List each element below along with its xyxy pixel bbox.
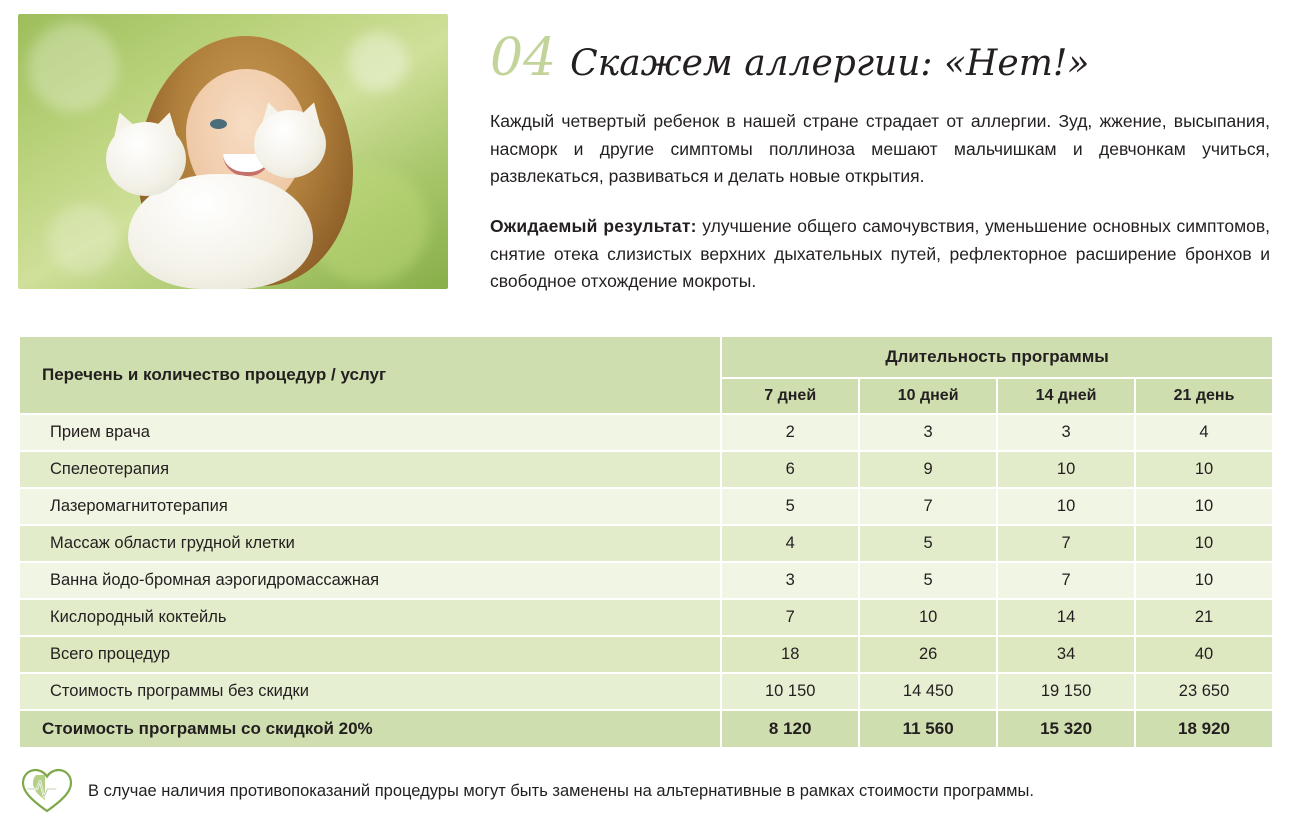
row-value: 23 650 (1135, 673, 1273, 710)
column-header-services: Перечень и количество процедур / услуг (19, 336, 721, 414)
row-value: 4 (1135, 414, 1273, 451)
row-value: 14 450 (859, 673, 997, 710)
column-header-duration: Длительность программы (721, 336, 1273, 378)
row-value: 15 320 (997, 710, 1135, 748)
table-body (19, 414, 1273, 748)
intro-paragraph: Каждый четвертый ребенок в нашей стране страдает от аллергии. Зуд, жжение, высыпания, насморк и другие симптомы поллиноза мешают мальчишкам и девчонкам учиться, развлекаться, развиваться и делать новые открытия. (490, 111, 1270, 187)
row-value: 5 (859, 525, 997, 562)
column-header-14days: 14 дней (997, 378, 1135, 414)
row-value: 7 (997, 525, 1135, 562)
column-header-10days: 10 дней (859, 378, 997, 414)
expected-result-paragraph (490, 213, 1270, 296)
row-value: 18 920 (1135, 710, 1273, 748)
row-value: 10 (997, 451, 1135, 488)
row-label: Всего процедур (19, 636, 721, 673)
row-value: 10 (1135, 488, 1273, 525)
row-value: 3 (997, 414, 1135, 451)
row-value: 10 (859, 599, 997, 636)
row-label: Спелеотерапия (19, 451, 721, 488)
program-table (18, 335, 1274, 749)
footer-note-text: В случае наличия противопоказаний процедуры могут быть заменены на альтернативные в рамках стоимости программы. (88, 782, 1034, 801)
row-value: 5 (859, 562, 997, 599)
row-value: 7 (859, 488, 997, 525)
row-label: Стоимость программы со скидкой 20% (19, 710, 721, 748)
row-label: Стоимость программы без скидки (19, 673, 721, 710)
row-value: 7 (997, 562, 1135, 599)
heart-pulse-icon (20, 767, 74, 815)
table-row-price (19, 673, 1273, 710)
row-value: 14 (997, 599, 1135, 636)
table-row (19, 414, 1273, 451)
row-value: 10 150 (721, 673, 859, 710)
header-section (0, 0, 1292, 313)
title-row (490, 28, 1270, 88)
header-text-block (448, 14, 1270, 313)
row-value: 9 (859, 451, 997, 488)
row-value: 34 (997, 636, 1135, 673)
table-row-total (19, 636, 1273, 673)
row-value: 8 120 (721, 710, 859, 748)
table-row (19, 525, 1273, 562)
expected-result-label: Ожидаемый результат: (490, 215, 697, 236)
row-label: Лазеромагнитотерапия (19, 488, 721, 525)
row-value: 7 (721, 599, 859, 636)
expected-result-text: улучшение общего самочувствия, уменьшение основных симптомов, снятие отека слизистых верхних дыхательных путей, рефлекторное расширение бронхов и свободное отхождение мокроты. (490, 215, 1270, 292)
row-value: 2 (721, 414, 859, 451)
table-header-row-1 (19, 336, 1273, 378)
table-row (19, 451, 1273, 488)
section-number: 04 (490, 28, 557, 88)
table-row (19, 562, 1273, 599)
row-value: 10 (997, 488, 1135, 525)
row-value: 10 (1135, 451, 1273, 488)
girl-with-kittens-photo (18, 14, 448, 289)
footer-note (20, 767, 1274, 815)
row-value: 3 (859, 414, 997, 451)
row-value: 19 150 (997, 673, 1135, 710)
row-value: 10 (1135, 525, 1273, 562)
row-label: Кислородный коктейль (19, 599, 721, 636)
row-value: 3 (721, 562, 859, 599)
column-header-7days: 7 дней (721, 378, 859, 414)
row-value: 6 (721, 451, 859, 488)
table-head (19, 336, 1273, 414)
row-value: 4 (721, 525, 859, 562)
row-label: Ванна йодо-бромная аэрогидромассажная (19, 562, 721, 599)
row-value: 40 (1135, 636, 1273, 673)
row-label: Прием врача (19, 414, 721, 451)
page-title: Скажем аллергии: «Нет!» (570, 43, 1090, 84)
row-value: 10 (1135, 562, 1273, 599)
row-label: Массаж области грудной клетки (19, 525, 721, 562)
table-row (19, 488, 1273, 525)
row-value: 5 (721, 488, 859, 525)
program-table-wrapper (18, 335, 1274, 749)
row-value: 21 (1135, 599, 1273, 636)
table-row (19, 599, 1273, 636)
column-header-21days: 21 день (1135, 378, 1273, 414)
table-row-discounted-price (19, 710, 1273, 748)
row-value: 18 (721, 636, 859, 673)
row-value: 26 (859, 636, 997, 673)
row-value: 11 560 (859, 710, 997, 748)
